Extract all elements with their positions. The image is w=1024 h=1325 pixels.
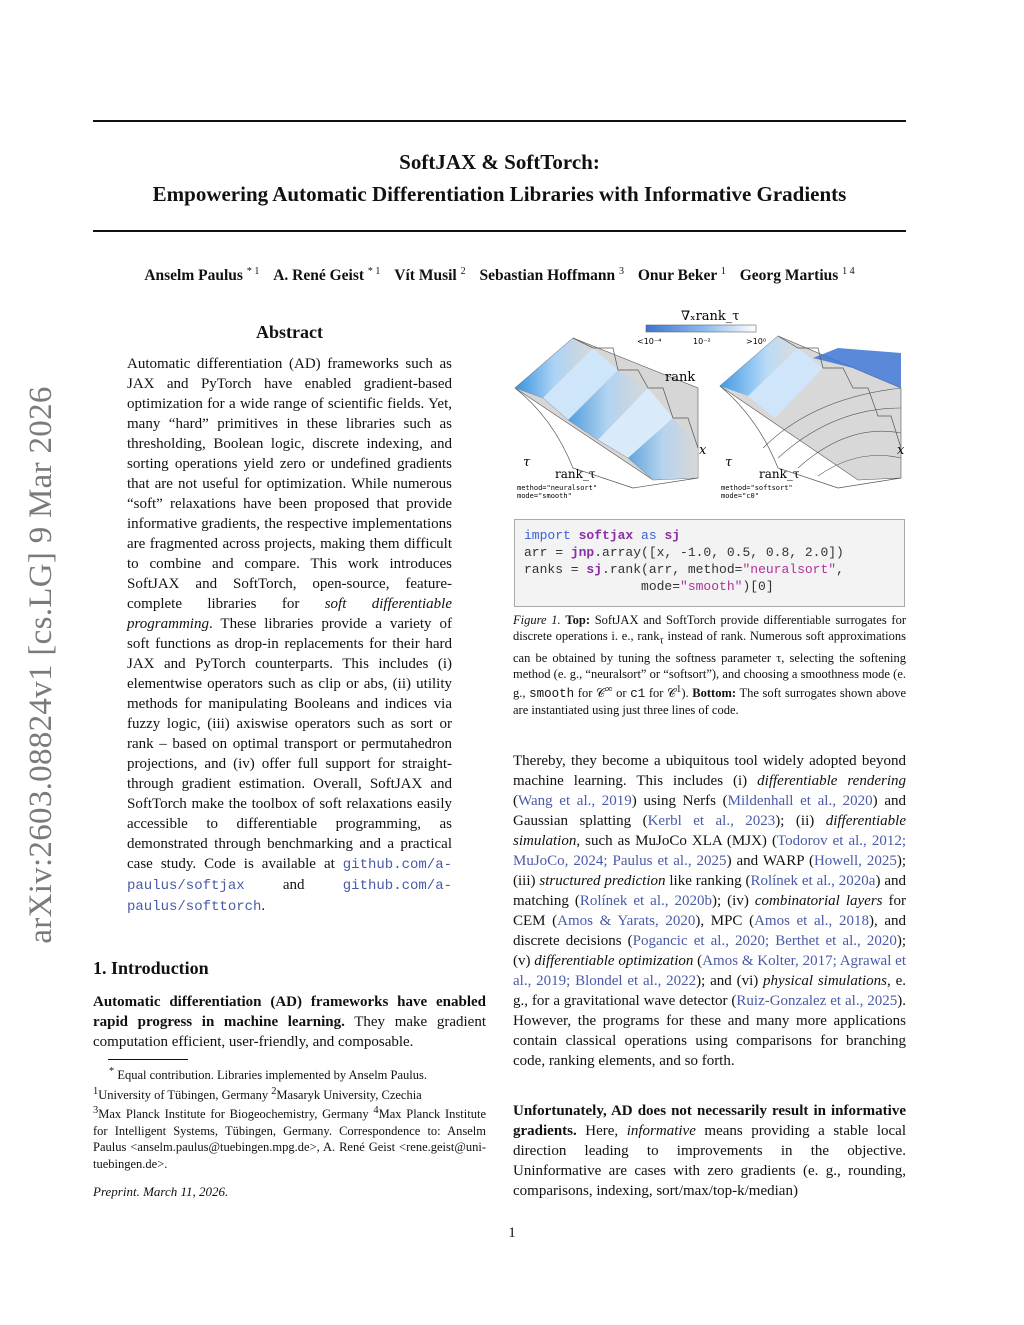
figure-1-plots bbox=[513, 308, 908, 508]
figure-1-caption: Figure 1. Top: SoftJAX and SoftTorch provide differentiable surrogates for discrete operations i. e., rank$_\tau$ instead of rank. Numerous soft approximations can be obtained by tuning the softness parameter τ, selecting the softening method (e. g., “neuralsort” or “softsort”), and choosing a smoothness mode (e. g., smooth for 𝒞∞ or c1 for 𝒞$^1$). Bottom: The soft surrogates shown above are instantiated using just three lines of code. bbox=[513, 613, 907, 717]
sort-op: sort bbox=[410, 716, 433, 732]
author-3: Vít Musil $^2$ bbox=[394, 266, 466, 284]
right-x-label: x bbox=[897, 443, 905, 458]
citation-link[interactable]: Todorov et al., 2012; MuJoCo, 2024; Paulus et al., 2025 bbox=[513, 833, 906, 869]
citation-link[interactable]: Mildenhall et al., 2020 bbox=[727, 793, 873, 809]
introduction-heading: 1. Introduction bbox=[93, 958, 209, 978]
citation-link[interactable]: Amos et al., 2018 bbox=[754, 913, 869, 929]
right-tau-label: τ bbox=[725, 455, 733, 470]
paper-title bbox=[93, 146, 906, 210]
footnote-rule bbox=[108, 1059, 188, 1060]
code-snippet: import softjax as sj arr = jnp.array([x, -1.0, 0.5, 0.8, 2.0]) ranks = sj.rank(arr, method="neuralsort", mode="smooth")[0] bbox=[514, 519, 905, 607]
right-paragraph-2: Unfortunately, AD does not necessarily result in informative gradients. Here, informative means providing a stable local direction leading to improvements in the objective. Uninformative are cases with zero gradients (e. g., rounding, comparisons, indexing, sort/max/top-k/median) bbox=[513, 1103, 906, 1199]
colorbar-tick-min: <10⁻⁴ bbox=[637, 337, 662, 346]
title-line-2: Empowering Automatic Differentiation Libraries with Informative Gradients bbox=[152, 182, 847, 206]
citation-link[interactable]: Wang et al., 2019 bbox=[518, 793, 632, 809]
preprint-date: Preprint. March 11, 2026. bbox=[93, 1184, 229, 1199]
title-bottom-rule bbox=[93, 230, 906, 232]
right-surface-plot bbox=[720, 336, 905, 500]
author-2: A. René Geist $^{* 1}$ bbox=[273, 266, 381, 284]
left-rank-label: rank bbox=[665, 370, 696, 385]
author-4: Sebastian Hoffmann $^3$ bbox=[479, 266, 624, 284]
left-rank-tau-label: rank_τ bbox=[555, 467, 596, 481]
citation-link[interactable]: Amos & Kolter, 2017; Agrawal et al., 2019; Blondel et al., 2022 bbox=[513, 953, 906, 989]
top-rule bbox=[93, 120, 906, 122]
citation-link[interactable]: Rolínek et al., 2020a bbox=[750, 873, 876, 889]
footnote: * Equal contribution. Libraries implemented by Anselm Paulus. $^1$University of Tübingen, Germany $^2$Masaryk University, Czechia $^3$Max Planck Institute for Biogeochemistry, Germany $^4$Max Planck Institute for Intelligent Systems, Tübingen, Germany. Correspondence to: Anselm Paulus <anselm.paulus@tuebingen.mpg.de>, A. René Geist <rene.geist@uni-tuebingen.de>. bbox=[93, 1066, 486, 1171]
author-5: Onur Beker $^1$ bbox=[637, 266, 726, 284]
rank-op: rank bbox=[127, 736, 154, 752]
colorbar-label: ∇ₓrank_τ bbox=[681, 309, 740, 324]
title-line-1: SoftJAX & SoftTorch: bbox=[399, 150, 600, 174]
left-mode-label: mode="smooth" bbox=[517, 492, 572, 500]
colorbar-tick-mid: 10⁻² bbox=[693, 337, 711, 346]
citation-link[interactable]: Howell, 2025 bbox=[813, 853, 897, 869]
citation-link[interactable]: Rolínek et al., 2020b bbox=[579, 893, 712, 909]
citation-link[interactable]: Kerbl et al., 2023 bbox=[647, 813, 776, 829]
author-list bbox=[93, 266, 906, 285]
page-number: 1 bbox=[508, 1225, 516, 1241]
abstract-body: Automatic differentiation (AD) frameworks such as JAX and PyTorch have enabled gradient-based optimization for a wide range of scientific fields. Yet, many “hard” primitives in these libraries such as thresholding, Boolean logic, discrete indexing, and sorting operations yield zero or undefined gradients that are not useful for optimization. While numerous “soft” relaxations have been proposed that provide informative gradients, the respective implementations are fragmented across projects, making them difficult to combine and compare. This work introduces SoftJAX and SoftTorch, open-source, feature-complete libraries for soft differentiable programming. These libraries provide a variety of soft functions as drop-in replacements for their hard JAX and PyTorch counterparts. This includes (i) elementwise operators such as clip or abs, (ii) utility methods for manipulating Booleans and indices via fuzzy logic, (iii) axiswise operators such as sort or rank – based on optimal transport or permutahedron projections, and (iv) offer full support for straight-through gradient estimation. Overall, SoftJAX and SoftTorch make the toolbox of soft relaxations easily accessible to differentiable programming, as demonstrated through benchmarking and a practical case study. Code is available at github.com/a-paulus/softjax and github.com/a-paulus/softtorch. bbox=[127, 356, 452, 915]
colorbar bbox=[646, 325, 756, 332]
right-rank-tau-label: rank_τ bbox=[759, 467, 800, 481]
clip-op: clip bbox=[318, 676, 341, 692]
left-x-label: x bbox=[699, 443, 707, 458]
author-1: Anselm Paulus $^{* 1}$ bbox=[144, 266, 260, 284]
left-tau-label: τ bbox=[523, 455, 531, 470]
softjax-link[interactable]: github.com/a-paulus/softjax bbox=[127, 857, 452, 894]
citation-link[interactable]: Amos & Yarats, 2020 bbox=[557, 913, 696, 929]
citation-link[interactable]: Pogancic et al., 2020; Berthet et al., 2020 bbox=[632, 933, 897, 949]
colorbar-tick-max: >10⁰ bbox=[746, 337, 767, 346]
abs-op: abs bbox=[363, 676, 384, 692]
author-6: Georg Martius $^{1 4}$ bbox=[739, 266, 855, 284]
softtorch-link[interactable]: github.com/a-paulus/softtorch bbox=[127, 878, 452, 915]
right-paragraph-1: Thereby, they become a ubiquitous tool widely adopted beyond machine learning. This includes (i) differentiable rendering (Wang et al., 2019) using Nerfs (Mildenhall et al., 2020) and Gaussian splatting (Kerbl et al., 2023); (ii) differentiable simulation, such as MuJoCo XLA (MJX) (Todorov et al., 2012; MuJoCo, 2024; Paulus et al., 2025) and WARP (Howell, 2025); (iii) structured prediction like ranking (Rolínek et al., 2020a) and matching (Rolínek et al., 2020b); (iv) combinatorial layers for CEM (Amos & Yarats, 2020), MPC (Amos et al., 2018), and discrete decisions (Pogancic et al., 2020; Berthet et al., 2020); (v) differentiable optimization (Amos & Kolter, 2017; Agrawal et al., 2019; Blondel et al., 2022); and (vi) physical simulations, e. g., for a gravitational wave detector (Ruiz-Gonzalez et al., 2025). However, the programs for these and many more applications contain classical operations using comparisons for branching code, ranking elements, and so forth. bbox=[513, 753, 906, 1069]
citation-link[interactable]: Ruiz-Gonzalez et al., 2025 bbox=[736, 993, 898, 1009]
right-method-label: method="softsort" bbox=[721, 484, 793, 492]
intro-paragraph: Automatic differentiation (AD) frameworks have enabled rapid progress in machine learning. They make gradient computation efficient, user-friendly, and composable. bbox=[93, 994, 486, 1050]
left-surface-plot bbox=[515, 338, 707, 500]
arxiv-identifier: arXiv:2603.08824v1 [cs.LG] 9 Mar 2026 bbox=[23, 386, 59, 944]
right-mode-label: mode="c0" bbox=[721, 492, 759, 500]
left-method-label: method="neuralsort" bbox=[517, 484, 598, 492]
abstract-heading: Abstract bbox=[256, 322, 323, 342]
